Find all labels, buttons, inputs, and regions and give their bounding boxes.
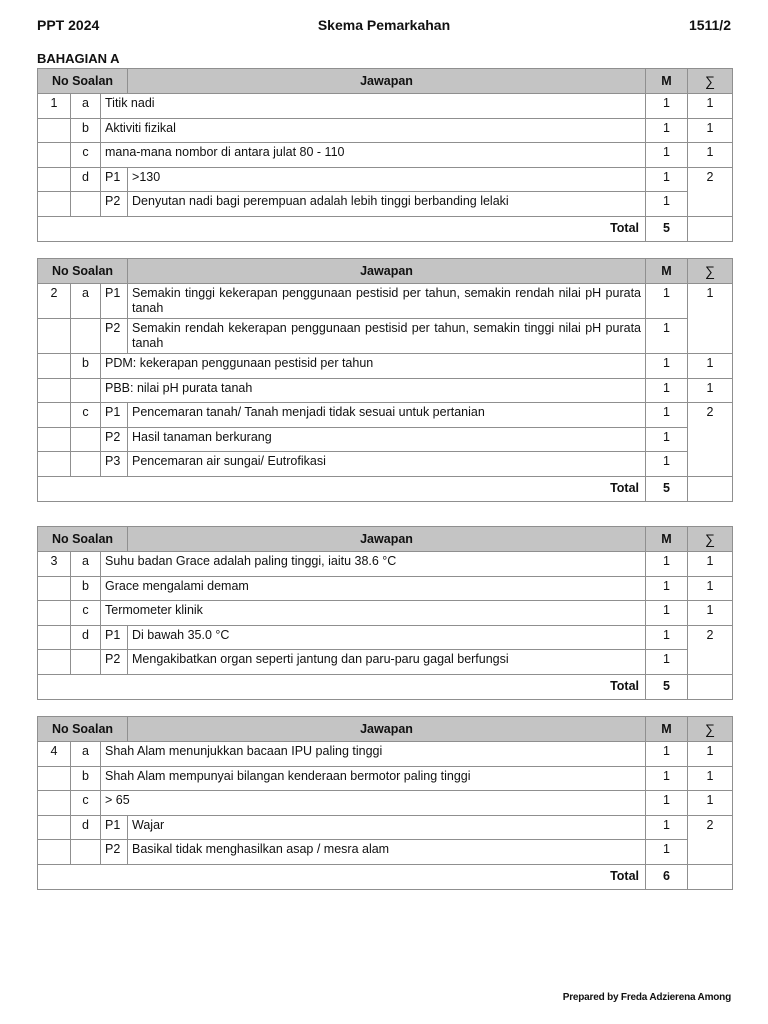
sum: 2 bbox=[688, 403, 733, 477]
total-label: Total bbox=[38, 674, 646, 699]
col-sigma: ∑ bbox=[688, 717, 733, 742]
mark: 1 bbox=[646, 94, 688, 119]
table-row bbox=[38, 791, 733, 816]
sum: 1 bbox=[688, 284, 733, 354]
part-label: d bbox=[71, 625, 101, 650]
point-label: P1 bbox=[101, 284, 128, 319]
col-m: M bbox=[646, 717, 688, 742]
sum: 1 bbox=[688, 576, 733, 601]
answer-text: Semakin rendah kekerapan penggunaan pestisid per tahun, semakin tinggi nilai pH purata tanah bbox=[128, 319, 646, 354]
table-row bbox=[38, 815, 733, 840]
answer-text: Aktiviti fizikal bbox=[101, 118, 646, 143]
mark: 1 bbox=[646, 815, 688, 840]
answer-text: PDM: kekerapan penggunaan pestisid per tahun bbox=[101, 354, 646, 379]
point-label: P2 bbox=[101, 427, 128, 452]
point-label: P2 bbox=[101, 840, 128, 865]
point-label: P2 bbox=[101, 192, 128, 217]
total-value: 5 bbox=[646, 216, 688, 241]
part-label: a bbox=[71, 552, 101, 577]
question-table-3 bbox=[37, 526, 733, 700]
col-no-soalan: No Soalan bbox=[38, 259, 128, 284]
answer-text: Grace mengalami demam bbox=[101, 576, 646, 601]
total-value: 5 bbox=[646, 674, 688, 699]
paper-code: 1511/2 bbox=[688, 17, 731, 33]
sum: 1 bbox=[688, 552, 733, 577]
table-row bbox=[38, 143, 733, 168]
table-header-row bbox=[38, 259, 733, 284]
answer-text: Pencemaran air sungai/ Eutrofikasi bbox=[128, 452, 646, 477]
part-label: c bbox=[71, 601, 101, 626]
mark: 1 bbox=[646, 118, 688, 143]
sum: 2 bbox=[688, 815, 733, 864]
point-label: P2 bbox=[101, 650, 128, 675]
mark: 1 bbox=[646, 427, 688, 452]
table-row bbox=[38, 840, 733, 865]
total-value: 6 bbox=[646, 864, 688, 889]
table-row bbox=[38, 452, 733, 477]
mark: 1 bbox=[646, 601, 688, 626]
sum: 1 bbox=[688, 601, 733, 626]
mark: 1 bbox=[646, 378, 688, 403]
total-row bbox=[38, 216, 733, 241]
col-m: M bbox=[646, 259, 688, 284]
table-row bbox=[38, 319, 733, 354]
answer-text: > 65 bbox=[101, 791, 646, 816]
point-label: P1 bbox=[101, 403, 128, 428]
answer-text: Wajar bbox=[128, 815, 646, 840]
answer-text: Pencemaran tanah/ Tanah menjadi tidak sesuai untuk pertanian bbox=[128, 403, 646, 428]
table-row bbox=[38, 94, 733, 119]
table-row bbox=[38, 601, 733, 626]
table-row bbox=[38, 192, 733, 217]
answer-text: PBB: nilai pH purata tanah bbox=[101, 378, 646, 403]
total-label: Total bbox=[38, 864, 646, 889]
question-table-1 bbox=[37, 68, 733, 242]
col-m: M bbox=[646, 69, 688, 94]
table-row bbox=[38, 766, 733, 791]
table-row bbox=[38, 742, 733, 767]
sum: 1 bbox=[688, 791, 733, 816]
answer-text: Basikal tidak menghasilkan asap / mesra alam bbox=[128, 840, 646, 865]
sum: 1 bbox=[688, 766, 733, 791]
table-row bbox=[38, 403, 733, 428]
total-row bbox=[38, 674, 733, 699]
col-m: M bbox=[646, 527, 688, 552]
table-header-row bbox=[38, 527, 733, 552]
part-label: d bbox=[71, 167, 101, 192]
mark: 1 bbox=[646, 791, 688, 816]
part-label: b bbox=[71, 118, 101, 143]
part-label: a bbox=[71, 742, 101, 767]
col-jawapan: Jawapan bbox=[128, 69, 646, 94]
page-header bbox=[37, 17, 731, 37]
mark: 1 bbox=[646, 625, 688, 650]
question-table-4 bbox=[37, 716, 733, 890]
col-jawapan: Jawapan bbox=[128, 717, 646, 742]
col-no-soalan: No Soalan bbox=[38, 69, 128, 94]
answer-text: Semakin tinggi kekerapan penggunaan pestisid per tahun, semakin rendah nilai pH purata tanah bbox=[128, 284, 646, 319]
part-label: b bbox=[71, 766, 101, 791]
section-title: BAHAGIAN A bbox=[37, 51, 120, 66]
col-no-soalan: No Soalan bbox=[38, 527, 128, 552]
table-header-row bbox=[38, 69, 733, 94]
prepared-by-credit: Prepared by Freda Adzierena Among bbox=[562, 992, 731, 1003]
exam-title: PPT 2024 bbox=[37, 17, 100, 33]
col-sigma: ∑ bbox=[688, 69, 733, 94]
mark: 1 bbox=[646, 766, 688, 791]
answer-text: Termometer klinik bbox=[101, 601, 646, 626]
table-row bbox=[38, 167, 733, 192]
mark: 1 bbox=[646, 167, 688, 192]
question-number: 3 bbox=[38, 552, 71, 577]
col-sigma: ∑ bbox=[688, 259, 733, 284]
col-jawapan: Jawapan bbox=[128, 259, 646, 284]
col-sigma: ∑ bbox=[688, 527, 733, 552]
question-number: 4 bbox=[38, 742, 71, 767]
answer-text: Titik nadi bbox=[101, 94, 646, 119]
point-label: P1 bbox=[101, 167, 128, 192]
part-label: c bbox=[71, 403, 101, 428]
point-label: P1 bbox=[101, 625, 128, 650]
sum: 1 bbox=[688, 143, 733, 168]
sum: 1 bbox=[688, 378, 733, 403]
part-label: c bbox=[71, 143, 101, 168]
sum: 1 bbox=[688, 94, 733, 119]
mark: 1 bbox=[646, 840, 688, 865]
part-label: d bbox=[71, 815, 101, 840]
answer-text: Denyutan nadi bagi perempuan adalah lebih tinggi berbanding lelaki bbox=[128, 192, 646, 217]
document-title: Skema Pemarkahan bbox=[317, 17, 451, 33]
part-label: c bbox=[71, 791, 101, 816]
total-row bbox=[38, 864, 733, 889]
part-label: a bbox=[71, 284, 101, 319]
total-row bbox=[38, 476, 733, 501]
answer-text: Di bawah 35.0 °C bbox=[128, 625, 646, 650]
mark: 1 bbox=[646, 192, 688, 217]
table-row bbox=[38, 650, 733, 675]
answer-text: Hasil tanaman berkurang bbox=[128, 427, 646, 452]
mark: 1 bbox=[646, 552, 688, 577]
question-number: 1 bbox=[38, 94, 71, 119]
mark: 1 bbox=[646, 143, 688, 168]
table-row bbox=[38, 625, 733, 650]
total-label: Total bbox=[38, 216, 646, 241]
total-label: Total bbox=[38, 476, 646, 501]
sum: 1 bbox=[688, 742, 733, 767]
answer-text: Mengakibatkan organ seperti jantung dan paru-paru gagal berfungsi bbox=[128, 650, 646, 675]
table-row bbox=[38, 576, 733, 601]
point-label: P1 bbox=[101, 815, 128, 840]
mark: 1 bbox=[646, 319, 688, 354]
table-row bbox=[38, 378, 733, 403]
col-jawapan: Jawapan bbox=[128, 527, 646, 552]
answer-text: mana-mana nombor di antara julat 80 - 110 bbox=[101, 143, 646, 168]
part-label: b bbox=[71, 354, 101, 379]
answer-text: >130 bbox=[128, 167, 646, 192]
mark: 1 bbox=[646, 650, 688, 675]
question-table-2 bbox=[37, 258, 733, 502]
table-row bbox=[38, 552, 733, 577]
col-no-soalan: No Soalan bbox=[38, 717, 128, 742]
mark: 1 bbox=[646, 742, 688, 767]
question-number: 2 bbox=[38, 284, 71, 319]
mark: 1 bbox=[646, 354, 688, 379]
total-value: 5 bbox=[646, 476, 688, 501]
mark: 1 bbox=[646, 452, 688, 477]
sum: 2 bbox=[688, 167, 733, 216]
sum: 1 bbox=[688, 118, 733, 143]
mark: 1 bbox=[646, 576, 688, 601]
mark: 1 bbox=[646, 403, 688, 428]
part-label: a bbox=[71, 94, 101, 119]
table-row bbox=[38, 118, 733, 143]
table-header-row bbox=[38, 717, 733, 742]
table-row bbox=[38, 427, 733, 452]
sum: 2 bbox=[688, 625, 733, 674]
answer-text: Shah Alam menunjukkan bacaan IPU paling tinggi bbox=[101, 742, 646, 767]
answer-text: Suhu badan Grace adalah paling tinggi, iaitu 38.6 °C bbox=[101, 552, 646, 577]
point-label: P2 bbox=[101, 319, 128, 354]
part-label: b bbox=[71, 576, 101, 601]
table-row bbox=[38, 354, 733, 379]
answer-text: Shah Alam mempunyai bilangan kenderaan bermotor paling tinggi bbox=[101, 766, 646, 791]
point-label: P3 bbox=[101, 452, 128, 477]
mark: 1 bbox=[646, 284, 688, 319]
table-row bbox=[38, 284, 733, 319]
sum: 1 bbox=[688, 354, 733, 379]
